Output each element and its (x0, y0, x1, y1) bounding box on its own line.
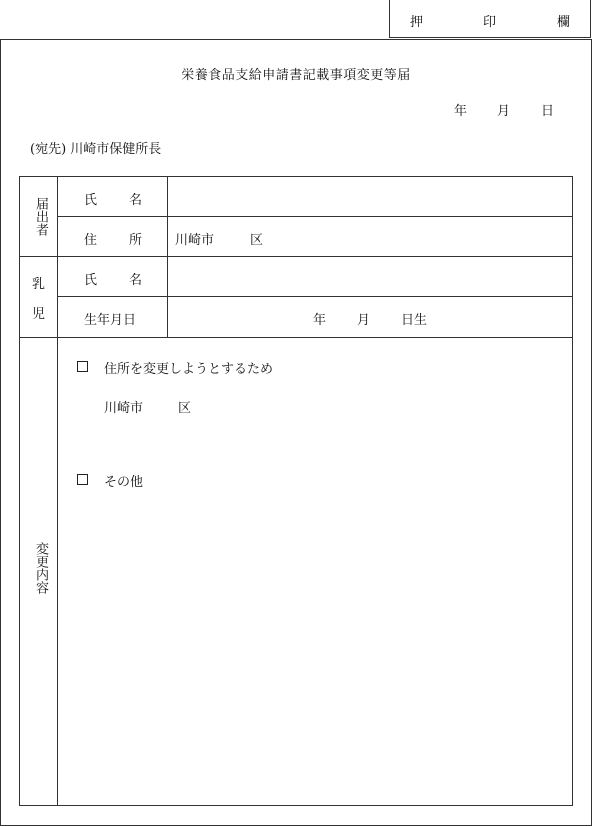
changes-section-label: 変更内容 (33, 542, 48, 594)
date-day-field[interactable]: 日 (541, 104, 555, 119)
notifier-name-label-char: 氏 (84, 193, 98, 208)
date-month-field[interactable]: 月 (497, 104, 511, 119)
infant-birth-month[interactable]: 月 (357, 313, 371, 328)
new-address-city: 川崎市 (104, 401, 144, 416)
addressee: (宛先) 川崎市保健所長 (30, 142, 162, 157)
infant-birth-year[interactable]: 年 (313, 313, 327, 328)
row-divider (20, 337, 572, 338)
seal-label-char: 押 (410, 15, 424, 30)
notifier-address-label-char: 所 (129, 233, 143, 248)
notifier-address-label-char: 住 (84, 233, 98, 248)
form-title: 栄養食品支給申請書記載事項変更等届 (181, 68, 411, 83)
notifier-name-input[interactable] (168, 177, 572, 216)
new-address-ward[interactable]: 区 (178, 401, 192, 416)
notifier-section-label: 届出者 (33, 197, 48, 236)
notifier-address-city: 川崎市 (175, 233, 215, 248)
infant-birth-label: 生年月日 (84, 313, 137, 328)
row-divider (58, 216, 572, 217)
form-table: 届出者 氏 名 住 所 川崎市 区 乳 児 氏 名 生年月日 年 月 日生 変更内容 住所を変更しようとするため 川崎市 区 その他 (19, 176, 573, 806)
other-checkbox[interactable] (77, 474, 88, 485)
address-change-checkbox[interactable] (77, 361, 88, 372)
infant-name-label-char: 氏 (84, 273, 98, 288)
date-year-field[interactable]: 年 (454, 104, 468, 119)
infant-name-label-char: 名 (129, 273, 143, 288)
infant-birth-day[interactable]: 日生 (401, 313, 428, 328)
notifier-address-ward[interactable]: 区 (250, 233, 264, 248)
address-change-label: 住所を変更しようとするため (104, 362, 274, 377)
infant-name-input[interactable] (168, 257, 572, 296)
notifier-name-label-char: 名 (129, 193, 143, 208)
other-label: その他 (104, 475, 144, 490)
seal-label-char: 印 (483, 15, 497, 30)
column-divider (57, 177, 58, 805)
row-divider (58, 296, 572, 297)
seal-label-char: 欄 (557, 15, 571, 30)
